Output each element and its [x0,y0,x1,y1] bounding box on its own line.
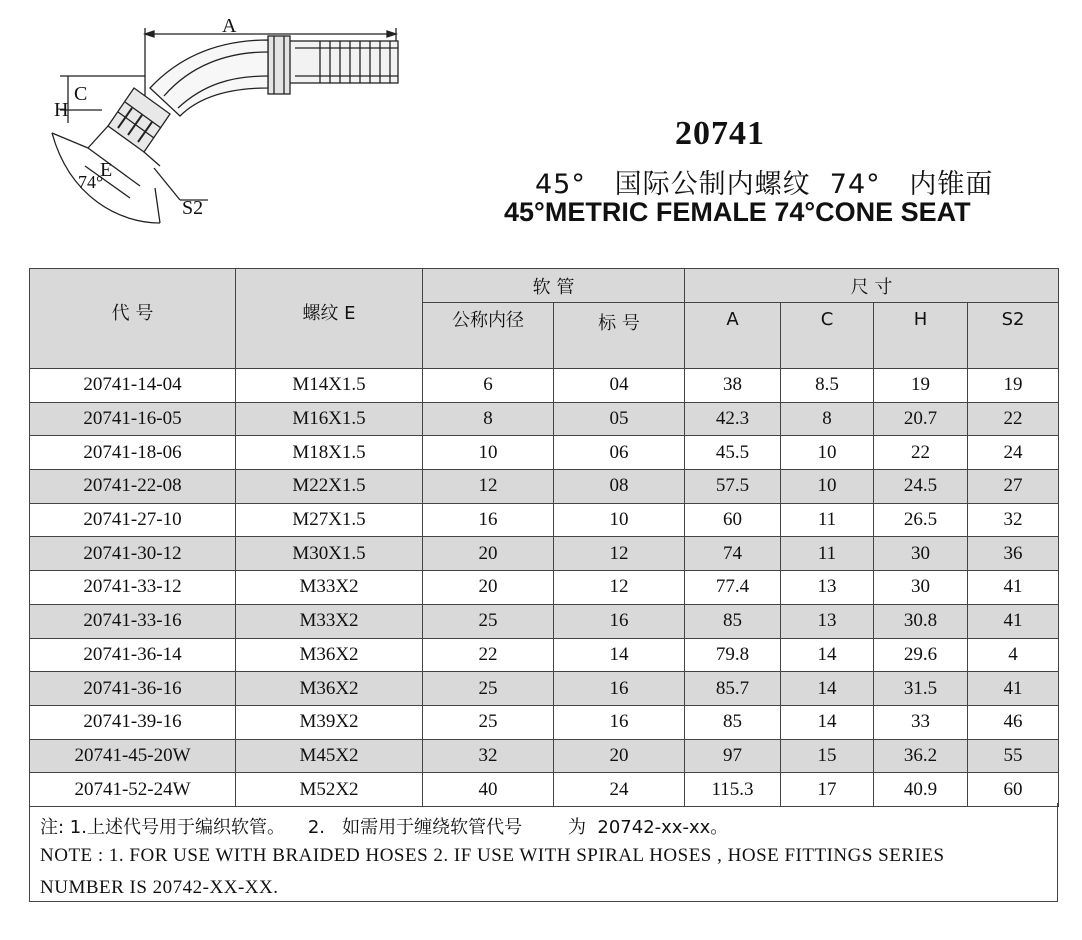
header-dim-c: C [781,303,874,369]
cell-c: 10 [781,436,874,470]
cell-thread: M30X1.5 [236,537,423,571]
cell-a: 60 [685,503,781,537]
cell-code: 20741-39-16 [30,705,236,739]
cell-hose-mark: 04 [554,369,685,403]
cell-c: 17 [781,773,874,807]
header-thread: 螺纹 E [236,269,423,369]
note-english-line2: NUMBER IS 20742-XX-XX. [40,877,279,898]
cell-c: 8 [781,402,874,436]
cell-hose-mark: 12 [554,571,685,605]
cell-c: 14 [781,705,874,739]
cell-thread: M18X1.5 [236,436,423,470]
cell-code: 20741-36-16 [30,672,236,706]
cell-s2: 55 [968,739,1059,773]
cell-a: 79.8 [685,638,781,672]
cell-a: 74 [685,537,781,571]
table-row [30,503,1059,537]
cell-code: 20741-16-05 [30,402,236,436]
cell-code: 20741-27-10 [30,503,236,537]
cell-code: 20741-22-08 [30,470,236,504]
cell-a: 97 [685,739,781,773]
cell-s2: 60 [968,773,1059,807]
cell-a: 57.5 [685,470,781,504]
cell-h: 22 [874,436,968,470]
cell-a: 85 [685,705,781,739]
cell-h: 30 [874,537,968,571]
cell-c: 11 [781,537,874,571]
cell-hose-id: 40 [423,773,554,807]
cell-a: 38 [685,369,781,403]
cell-thread: M36X2 [236,638,423,672]
cell-s2: 24 [968,436,1059,470]
cell-s2: 36 [968,537,1059,571]
cell-code: 20741-18-06 [30,436,236,470]
cell-code: 20741-33-16 [30,604,236,638]
cell-hose-mark: 14 [554,638,685,672]
cell-hose-mark: 06 [554,436,685,470]
header-dim-s2: S2 [968,303,1059,369]
cell-a: 45.5 [685,436,781,470]
cell-h: 36.2 [874,739,968,773]
cell-h: 19 [874,369,968,403]
cell-hose-mark: 16 [554,672,685,706]
table-row [30,470,1059,504]
cell-s2: 46 [968,705,1059,739]
cell-h: 31.5 [874,672,968,706]
note-english-line1: NOTE : 1. FOR USE WITH BRAIDED HOSES 2. IF USE WITH SPIRAL HOSES , HOSE FITTINGS SERIES [40,845,945,866]
cell-c: 10 [781,470,874,504]
cell-hose-id: 20 [423,571,554,605]
cell-code: 20741-30-12 [30,537,236,571]
cell-s2: 4 [968,638,1059,672]
cell-c: 13 [781,571,874,605]
cell-thread: M27X1.5 [236,503,423,537]
cell-a: 77.4 [685,571,781,605]
cell-c: 8.5 [781,369,874,403]
note-chinese: 注: 1.上述代号用于编织软管。 2. 如需用于缠绕软管代号 为 20742-xx-xx。 [40,817,729,838]
header-dim-a: A [685,303,781,369]
cell-h: 20.7 [874,402,968,436]
cell-code: 20741-36-14 [30,638,236,672]
cell-hose-id: 32 [423,739,554,773]
notes-box [29,803,1058,902]
cell-h: 29.6 [874,638,968,672]
cell-code: 20741-33-12 [30,571,236,605]
cell-s2: 41 [968,672,1059,706]
cell-thread: M45X2 [236,739,423,773]
header-code: 代 号 [30,269,236,369]
table-row [30,436,1059,470]
part-code: 20741 [675,115,765,152]
cell-hose-mark: 16 [554,604,685,638]
cell-thread: M36X2 [236,672,423,706]
cell-h: 24.5 [874,470,968,504]
cell-c: 11 [781,503,874,537]
cell-c: 15 [781,739,874,773]
cell-hose-mark: 08 [554,470,685,504]
cell-hose-id: 25 [423,705,554,739]
cell-h: 33 [874,705,968,739]
cell-a: 115.3 [685,773,781,807]
title-english: 45°METRIC FEMALE 74°CONE SEAT [504,197,971,227]
title-chinese: 45° 国际公制内螺纹 74° 内锥面 [535,169,994,200]
dim-label-c: C [74,83,88,105]
cell-c: 13 [781,604,874,638]
cell-hose-mark: 10 [554,503,685,537]
header-hose-mark: 标 号 [554,303,685,369]
table-row [30,672,1059,706]
spec-table [29,268,1059,807]
cell-thread: M33X2 [236,604,423,638]
dim-label-h: H [54,99,69,121]
cell-h: 30.8 [874,604,968,638]
cell-hose-id: 12 [423,470,554,504]
table-row [30,571,1059,605]
cell-hose-id: 6 [423,369,554,403]
cell-h: 26.5 [874,503,968,537]
cell-hose-id: 10 [423,436,554,470]
cell-hose-mark: 12 [554,537,685,571]
dim-label-a: A [222,18,237,37]
cell-h: 40.9 [874,773,968,807]
cell-hose-id: 16 [423,503,554,537]
header-hose-id: 公称内径 [423,303,554,369]
cell-s2: 19 [968,369,1059,403]
table-row [30,739,1059,773]
header-hose: 软 管 [423,269,685,303]
table-row [30,638,1059,672]
table-row [30,369,1059,403]
cell-a: 85.7 [685,672,781,706]
cell-thread: M39X2 [236,705,423,739]
cell-c: 14 [781,672,874,706]
cell-code: 20741-52-24W [30,773,236,807]
cell-hose-id: 25 [423,672,554,706]
cell-thread: M22X1.5 [236,470,423,504]
cell-hose-id: 20 [423,537,554,571]
cell-a: 42.3 [685,402,781,436]
cell-hose-mark: 24 [554,773,685,807]
table-row [30,705,1059,739]
cell-a: 85 [685,604,781,638]
header-dim-h: H [874,303,968,369]
cell-s2: 22 [968,402,1059,436]
header-dimensions: 尺 寸 [685,269,1059,303]
table-row [30,773,1059,807]
cell-thread: M14X1.5 [236,369,423,403]
cell-c: 14 [781,638,874,672]
cell-hose-mark: 16 [554,705,685,739]
table-row [30,604,1059,638]
cell-h: 30 [874,571,968,605]
cell-hose-id: 22 [423,638,554,672]
dim-label-angle: 74° [78,172,104,192]
cell-s2: 41 [968,604,1059,638]
cell-hose-id: 25 [423,604,554,638]
cell-hose-id: 8 [423,402,554,436]
table-row [30,537,1059,571]
table-row [30,402,1059,436]
cell-s2: 32 [968,503,1059,537]
dim-label-e: E [100,159,113,181]
cell-thread: M33X2 [236,571,423,605]
dim-label-s2: S2 [182,197,204,219]
cell-thread: M52X2 [236,773,423,807]
cell-hose-mark: 20 [554,739,685,773]
fitting-drawing [30,18,420,233]
cell-code: 20741-14-04 [30,369,236,403]
cell-s2: 41 [968,571,1059,605]
cell-hose-mark: 05 [554,402,685,436]
cell-code: 20741-45-20W [30,739,236,773]
cell-thread: M16X1.5 [236,402,423,436]
cell-s2: 27 [968,470,1059,504]
